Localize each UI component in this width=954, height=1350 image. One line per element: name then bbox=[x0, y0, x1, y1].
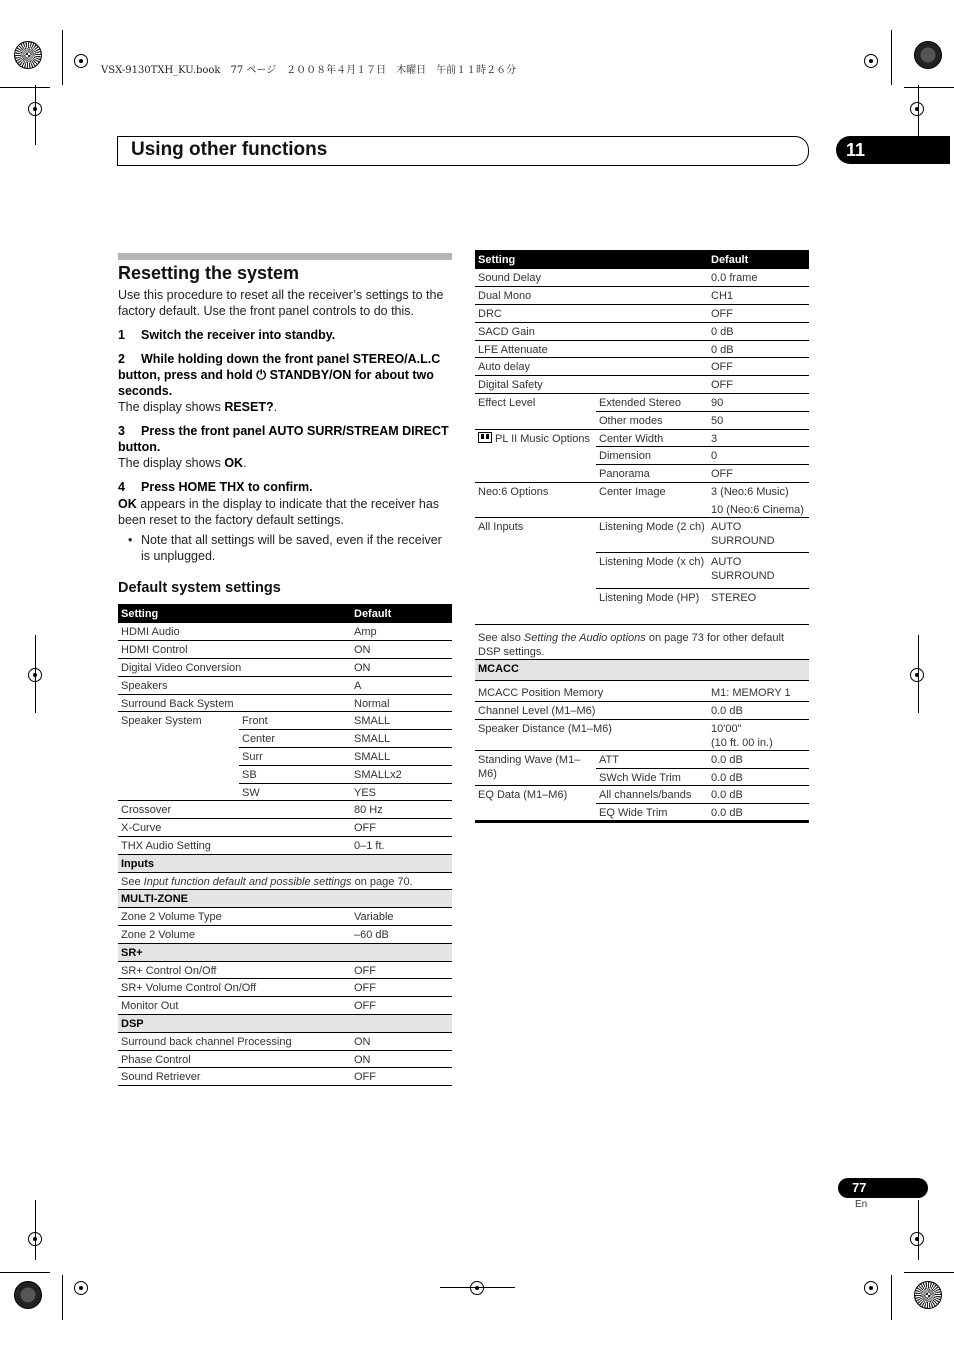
setting-default: YES bbox=[351, 783, 452, 801]
step-text: Switch the receiver into standby. bbox=[141, 328, 336, 342]
setting-name: Zone 2 Volume bbox=[118, 926, 351, 944]
setting-default: 0.0 frame bbox=[708, 269, 809, 287]
setting-name: HDMI Control bbox=[118, 641, 351, 659]
power-icon: ⏻ bbox=[256, 368, 267, 382]
step-3-result bbox=[118, 455, 454, 471]
result-value: RESET? bbox=[224, 400, 274, 414]
section-title: Resetting the system bbox=[118, 263, 300, 283]
table-row bbox=[475, 429, 809, 447]
page-number: 77 bbox=[838, 1178, 928, 1198]
setting-name: Zone 2 Volume Type bbox=[118, 908, 351, 926]
setting-name: Standing Wave (M1–M6) bbox=[475, 750, 596, 786]
table-row bbox=[118, 997, 452, 1015]
table-row bbox=[118, 801, 452, 819]
table-row bbox=[475, 358, 809, 376]
step-number: 4 bbox=[118, 480, 125, 494]
crop-line bbox=[904, 87, 954, 88]
chapter-number: 11 bbox=[836, 136, 950, 164]
setting-default: Amp bbox=[351, 623, 452, 641]
table-header bbox=[475, 250, 809, 269]
setting-name: Neo:6 Options bbox=[475, 483, 596, 518]
setting-name: X-Curve bbox=[118, 819, 351, 837]
setting-name: Speaker Distance (M1–M6) bbox=[475, 719, 708, 750]
table-row bbox=[118, 872, 452, 890]
step-2-result bbox=[118, 399, 454, 415]
crop-line bbox=[918, 635, 919, 713]
setting-name: Sound Retriever bbox=[118, 1068, 351, 1086]
sub-setting: Dimension bbox=[596, 447, 708, 465]
crop-line bbox=[0, 1272, 50, 1273]
crop-line bbox=[35, 635, 36, 713]
sub-setting: Panorama bbox=[596, 465, 708, 483]
table-row bbox=[475, 625, 809, 660]
crosshair-mark bbox=[860, 1277, 882, 1299]
section-label: MCACC bbox=[475, 660, 809, 681]
section-label: SR+ bbox=[118, 943, 452, 961]
table-section-header bbox=[118, 943, 452, 961]
step-3 bbox=[118, 423, 454, 455]
sub-setting: Listening Mode (HP) bbox=[596, 589, 708, 625]
setting-name: Effect Level bbox=[475, 394, 596, 430]
default-line: (10 ft. 00 in.) bbox=[711, 736, 773, 749]
result-prefix: The display shows bbox=[118, 400, 225, 414]
table-row bbox=[118, 1068, 452, 1086]
setting-default: 3 bbox=[708, 429, 809, 447]
setting-default: 0.0 dB bbox=[708, 768, 809, 786]
setting-default: 0 dB bbox=[708, 322, 809, 340]
sub-setting: SW bbox=[239, 783, 351, 801]
table-row bbox=[118, 659, 452, 677]
setting-name-text: PL II Music Options bbox=[495, 432, 590, 445]
table-row bbox=[118, 623, 452, 641]
default-line: 10'00" bbox=[711, 722, 742, 735]
registration-dial-top-left bbox=[14, 41, 42, 69]
setting-default: 0.0 dB bbox=[708, 786, 809, 804]
crop-line bbox=[891, 30, 892, 85]
page-header-title: Using other functions bbox=[131, 139, 328, 160]
table-row bbox=[118, 979, 452, 997]
crop-line bbox=[904, 1272, 954, 1273]
step-1 bbox=[118, 327, 454, 343]
sub-setting: Listening Mode (2 ch) bbox=[596, 518, 708, 553]
setting-name: Auto delay bbox=[475, 358, 708, 376]
crosshair-mark bbox=[906, 1228, 928, 1250]
setting-default: AUTO SURROUND bbox=[708, 553, 809, 589]
sub-setting: Extended Stereo bbox=[596, 394, 708, 412]
setting-default: SMALLx2 bbox=[351, 765, 452, 783]
setting-default bbox=[708, 719, 809, 750]
setting-name bbox=[475, 429, 596, 482]
result-suffix: appears in the display to indicate that the receiver has been reset to the factory default settings. bbox=[118, 497, 440, 527]
setting-default: AUTO SURROUND bbox=[708, 518, 809, 553]
crosshair-mark bbox=[70, 50, 92, 72]
table-row bbox=[475, 518, 809, 553]
table-row bbox=[475, 750, 809, 768]
sub-setting: Center bbox=[239, 730, 351, 748]
subsection-title: Default system settings bbox=[118, 580, 281, 596]
table-header bbox=[118, 604, 452, 623]
setting-default: OFF bbox=[351, 961, 452, 979]
intro-paragraph: Use this procedure to reset all the receiver’s settings to the factory default. Use the front panel controls to do this. bbox=[118, 288, 444, 318]
result-suffix: . bbox=[243, 456, 247, 470]
registration-dial-bottom-right bbox=[914, 1281, 942, 1309]
crop-line bbox=[891, 1275, 892, 1320]
setting-default: 90 bbox=[708, 394, 809, 412]
setting-default: 80 Hz bbox=[351, 801, 452, 819]
default-settings-table-right bbox=[475, 250, 809, 823]
crop-line bbox=[35, 1200, 36, 1260]
step-4 bbox=[118, 479, 454, 495]
note-text: See also bbox=[478, 632, 524, 645]
table-row bbox=[475, 340, 809, 358]
sub-setting: ATT bbox=[596, 750, 708, 768]
result-prefix: The display shows bbox=[118, 456, 225, 470]
setting-default: SMALL bbox=[351, 712, 452, 730]
setting-default: 0.0 dB bbox=[708, 702, 809, 720]
step-text: Press the front panel AUTO SURR/STREAM DIRECT button. bbox=[118, 424, 449, 454]
note-bullet bbox=[128, 532, 448, 564]
crosshair-mark bbox=[860, 50, 882, 72]
crosshair-mark bbox=[906, 98, 928, 120]
table-row bbox=[118, 1050, 452, 1068]
note-text: See bbox=[121, 875, 144, 888]
setting-name: Speaker System bbox=[118, 712, 239, 801]
setting-default: ON bbox=[351, 659, 452, 677]
table-row bbox=[118, 961, 452, 979]
setting-default: OFF bbox=[708, 376, 809, 394]
crop-line bbox=[62, 1275, 63, 1320]
setting-name: Channel Level (M1–M6) bbox=[475, 702, 708, 720]
table-row bbox=[118, 712, 452, 730]
setting-name: LFE Attenuate bbox=[475, 340, 708, 358]
setting-name: HDMI Audio bbox=[118, 623, 351, 641]
setting-default: 50 bbox=[708, 411, 809, 429]
step-number: 2 bbox=[118, 352, 125, 366]
crop-line bbox=[0, 87, 50, 88]
default-settings-table-left bbox=[118, 604, 452, 1086]
sub-setting: Front bbox=[239, 712, 351, 730]
table-section-header bbox=[118, 1015, 452, 1033]
setting-default: A bbox=[351, 676, 452, 694]
table-row bbox=[475, 287, 809, 305]
crop-line bbox=[440, 1287, 515, 1288]
section-label: MULTI-ZONE bbox=[118, 890, 452, 908]
setting-name: All Inputs bbox=[475, 518, 596, 625]
step-2 bbox=[118, 351, 454, 399]
col-header-setting: Setting bbox=[475, 250, 708, 269]
crop-line bbox=[62, 30, 63, 85]
crosshair-mark bbox=[906, 664, 928, 686]
sub-setting: SB bbox=[239, 765, 351, 783]
step-text: While holding down the front panel STEREO/A.L.C button, press and hold bbox=[118, 352, 441, 382]
setting-name: MCACC Position Memory bbox=[475, 681, 708, 702]
table-row bbox=[475, 681, 809, 702]
step-text: Press HOME THX to confirm. bbox=[141, 480, 313, 494]
setting-default: Normal bbox=[351, 694, 452, 712]
table-row bbox=[475, 322, 809, 340]
inputs-note bbox=[118, 872, 452, 890]
table-section-header bbox=[475, 660, 809, 681]
sub-setting: Listening Mode (x ch) bbox=[596, 553, 708, 589]
setting-default bbox=[708, 483, 809, 518]
table-row bbox=[475, 702, 809, 720]
setting-default: SMALL bbox=[351, 730, 452, 748]
setting-default: 0–1 ft. bbox=[351, 837, 452, 855]
table-row bbox=[475, 305, 809, 323]
note-reference: Input function default and possible settings bbox=[143, 875, 352, 888]
setting-name: Surround Back System bbox=[118, 694, 351, 712]
setting-name: Digital Safety bbox=[475, 376, 708, 394]
setting-name: THX Audio Setting bbox=[118, 837, 351, 855]
table-row bbox=[118, 641, 452, 659]
section-label: DSP bbox=[118, 1015, 452, 1033]
setting-default: OFF bbox=[351, 979, 452, 997]
setting-default: ON bbox=[351, 641, 452, 659]
sub-setting: SWch Wide Trim bbox=[596, 768, 708, 786]
setting-name: EQ Data (M1–M6) bbox=[478, 789, 568, 802]
setting-default: 0 bbox=[708, 447, 809, 465]
crop-line bbox=[918, 1200, 919, 1260]
result-value: OK bbox=[118, 497, 137, 511]
setting-default: OFF bbox=[708, 465, 809, 483]
note-text: on page 70. bbox=[351, 875, 413, 888]
sub-setting: EQ Wide Trim bbox=[599, 807, 668, 820]
table-row bbox=[118, 819, 452, 837]
setting-default: STEREO bbox=[708, 589, 809, 625]
sub-setting: All channels/bands bbox=[596, 786, 708, 804]
dolby-logo-icon bbox=[478, 432, 492, 443]
setting-default: M1: MEMORY 1 bbox=[708, 681, 809, 702]
setting-name: Sound Delay bbox=[475, 269, 708, 287]
language-code: En bbox=[855, 1199, 868, 1210]
see-also-note bbox=[475, 625, 809, 660]
setting-name: SACD Gain bbox=[475, 322, 708, 340]
crosshair-mark bbox=[70, 1277, 92, 1299]
col-header-default: Default bbox=[708, 250, 809, 269]
setting-default: OFF bbox=[351, 1068, 452, 1086]
table-row bbox=[118, 908, 452, 926]
table-row bbox=[475, 394, 809, 412]
section-divider bbox=[118, 253, 452, 260]
table-row bbox=[475, 269, 809, 287]
setting-default: 0 dB bbox=[708, 340, 809, 358]
table-row bbox=[475, 786, 809, 804]
note-reference: Setting the Audio options bbox=[523, 632, 646, 645]
sub-setting: Surr bbox=[239, 748, 351, 766]
setting-default: 0.0 dB bbox=[711, 807, 743, 820]
bullet-icon: • bbox=[128, 533, 133, 547]
table-row bbox=[118, 1032, 452, 1050]
setting-default: OFF bbox=[351, 819, 452, 837]
table-row bbox=[475, 376, 809, 394]
table-section-header bbox=[118, 854, 452, 872]
registration-dial-bottom-left bbox=[14, 1281, 42, 1309]
result-suffix: . bbox=[273, 400, 278, 414]
step-text: STANDBY/ON for about two seconds. bbox=[118, 368, 434, 398]
setting-default: ON bbox=[351, 1032, 452, 1050]
crop-line bbox=[35, 85, 36, 145]
note-text: Note that all settings will be saved, even if the receiver is unplugged. bbox=[141, 533, 442, 563]
setting-name: Monitor Out bbox=[118, 997, 351, 1015]
setting-default: OFF bbox=[351, 997, 452, 1015]
step-number: 3 bbox=[118, 424, 125, 438]
setting-default: OFF bbox=[708, 358, 809, 376]
note-text: on page 73 for other default DSP settings. bbox=[478, 632, 784, 659]
setting-name: Dual Mono bbox=[475, 287, 708, 305]
default-line: 3 (Neo:6 Music) bbox=[711, 486, 789, 499]
table-row bbox=[118, 676, 452, 694]
result-value: OK bbox=[224, 456, 244, 470]
setting-default: CH1 bbox=[708, 287, 809, 305]
crosshair-mark bbox=[466, 1277, 488, 1299]
registration-dial-top-right bbox=[914, 41, 942, 69]
setting-default: 0.0 dB bbox=[708, 750, 809, 768]
setting-default: ON bbox=[351, 1050, 452, 1068]
sub-setting: Other modes bbox=[596, 411, 708, 429]
table-row bbox=[118, 694, 452, 712]
setting-default: Variable bbox=[351, 908, 452, 926]
table-row bbox=[475, 719, 809, 750]
setting-default: –60 dB bbox=[351, 926, 452, 944]
table-section-header bbox=[118, 890, 452, 908]
setting-name: Crossover bbox=[118, 801, 351, 819]
col-header-setting: Setting bbox=[118, 604, 351, 623]
setting-name: SR+ Volume Control On/Off bbox=[118, 979, 351, 997]
setting-name: SR+ Control On/Off bbox=[118, 961, 351, 979]
file-header: VSX-9130TXH_KU.book 77 ページ ２００８年４月１７日 木曜日 午前１１時２６分 bbox=[101, 65, 517, 76]
col-header-default: Default bbox=[351, 604, 452, 623]
table-row bbox=[118, 926, 452, 944]
setting-default: OFF bbox=[708, 305, 809, 323]
sub-setting: Center Width bbox=[596, 429, 708, 447]
setting-name: DRC bbox=[475, 305, 708, 323]
setting-name: Speakers bbox=[118, 676, 351, 694]
setting-name: Digital Video Conversion bbox=[118, 659, 351, 677]
step-number: 1 bbox=[118, 328, 125, 342]
setting-name: Phase Control bbox=[118, 1050, 351, 1068]
table-row bbox=[475, 483, 809, 518]
sub-setting: Center Image bbox=[596, 483, 708, 518]
table-row bbox=[118, 837, 452, 855]
step-4-result bbox=[118, 496, 454, 528]
default-line: 10 (Neo:6 Cinema) bbox=[711, 504, 804, 517]
section-label: Inputs bbox=[118, 854, 452, 872]
setting-default: SMALL bbox=[351, 748, 452, 766]
setting-name: Surround back channel Processing bbox=[118, 1032, 351, 1050]
